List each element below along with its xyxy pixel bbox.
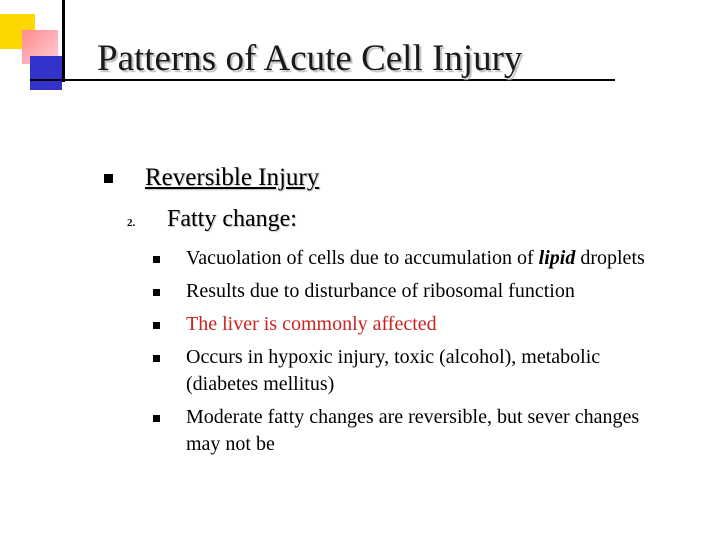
point-text: Vacuolation of cells due to accumulation of [186, 247, 539, 269]
point-text-end: droplets [575, 247, 645, 269]
list-item [153, 344, 673, 398]
square-bullet-icon [153, 256, 160, 263]
decor-vertical-line [62, 0, 65, 82]
bullet-points-list [153, 245, 673, 464]
square-bullet-icon [153, 322, 160, 329]
point-text: The liver is commonly affected [186, 313, 437, 335]
bullet-level1 [104, 164, 319, 192]
list-number: 2. [127, 217, 136, 229]
slide-title: Patterns of Acute Cell Injury [97, 38, 523, 79]
list-item [153, 245, 673, 272]
bullet-level2 [127, 206, 297, 233]
square-bullet-icon [153, 415, 160, 422]
decor-blue-square [30, 56, 62, 90]
list-item-highlight [153, 311, 673, 338]
section-heading: Reversible Injury [145, 164, 320, 191]
point-text: Results due to disturbance of ribosomal function [186, 280, 575, 302]
point-text: Occurs in hypoxic injury, toxic (alcohol), metabolic (diabetes mellitus) [186, 346, 601, 395]
square-bullet-icon [153, 289, 160, 296]
point-emphasis: lipid [538, 247, 576, 269]
point-text: Moderate fatty changes are reversible, but sever changes may not be [186, 406, 640, 455]
list-item [153, 278, 673, 305]
list-item [153, 404, 673, 458]
square-bullet-icon [104, 174, 113, 183]
subsection-heading: Fatty change: [167, 206, 297, 232]
square-bullet-icon [153, 355, 160, 362]
